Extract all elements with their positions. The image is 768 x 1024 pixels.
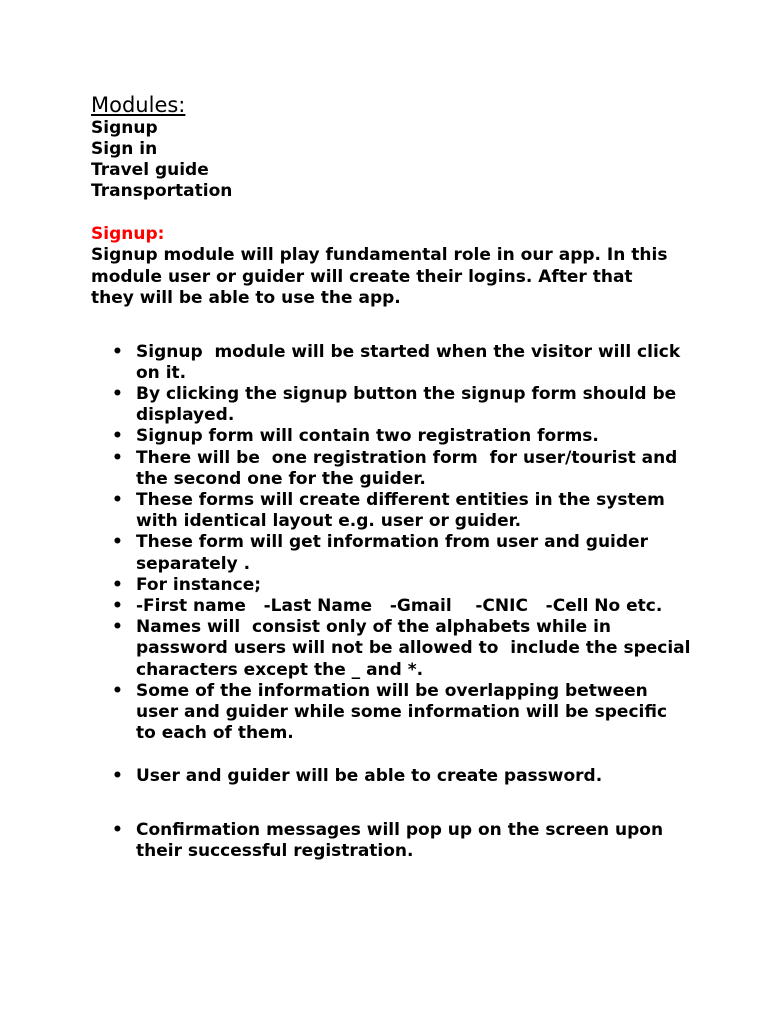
bullet-dot-icon: • [112,680,123,701]
bullet-text: By clicking the signup button the signup form should be displayed. [136,383,683,426]
bullet-dot-icon: • [112,574,123,595]
module-item-signup: Signup [91,118,158,138]
bullet-item [91,490,691,532]
module-item-sign-in: Sign in [91,139,158,159]
bullet-text: These form will get information from user and guider separately . [136,532,654,574]
bullet-text: Signup module will be started when the visitor will click on it. [136,341,687,383]
modules-heading: Modules: [91,93,186,117]
bullet-text: These forms will create different entities in the system with identical layout e.g. user or guider. [136,489,671,532]
bullet-text: User and guider will be able to create password. [136,766,603,787]
bullet-item [91,766,691,787]
bullet-item [91,532,691,574]
bullet-item [91,384,691,426]
bullet-item [91,575,691,596]
module-list [91,118,691,202]
signup-bullet-list [91,341,697,862]
bullet-text: For instance; [136,574,262,595]
bullet-dot-icon: • [112,383,123,404]
bullet-text: Confirmation messages will pop up on the screen upon their successful registration. [136,819,670,861]
module-item-transportation: Transportation [91,181,233,201]
bullet-item [91,342,691,384]
bullet-text: Signup form will contain two registration forms. [136,426,599,447]
bullet-text: There will be one registration form for user/tourist and the second one for the guider. [136,447,684,489]
bullet-dot-icon: • [112,532,123,553]
bullet-dot-icon: • [112,426,123,447]
bullet-dot-icon: • [112,819,123,840]
bullet-dot-icon: • [112,447,123,468]
signup-section-title: Signup: [91,224,165,244]
bullet-dot-icon: • [112,489,123,510]
bullet-dot-icon: • [112,617,123,638]
bullet-item [91,426,691,447]
module-item-travel-guide: Travel guide [91,160,209,180]
bullet-item [91,596,691,617]
signup-intro-paragraph: Signup module will play fundamental role in our app. In this module user or guider will create their logins. After that they will be able to use the app. [91,245,668,308]
bullet-text: Some of the information will be overlapping between user and guider while some information will be specific to each of them. [136,680,673,744]
bullet-item [91,820,691,862]
document-page [91,92,697,862]
bullet-dot-icon: • [112,766,123,787]
bullet-dot-icon: • [112,595,123,616]
bullet-item [91,681,691,745]
bullet-item [91,448,691,490]
bullet-text: -First name -Last Name -Gmail -CNIC -Cell No etc. [136,595,663,616]
bullet-item [91,617,697,681]
bullet-dot-icon: • [112,341,123,362]
bullet-text: Names will consist only of the alphabets while in password users will not be allowed to include the special characters except the _ and *. [136,617,697,680]
